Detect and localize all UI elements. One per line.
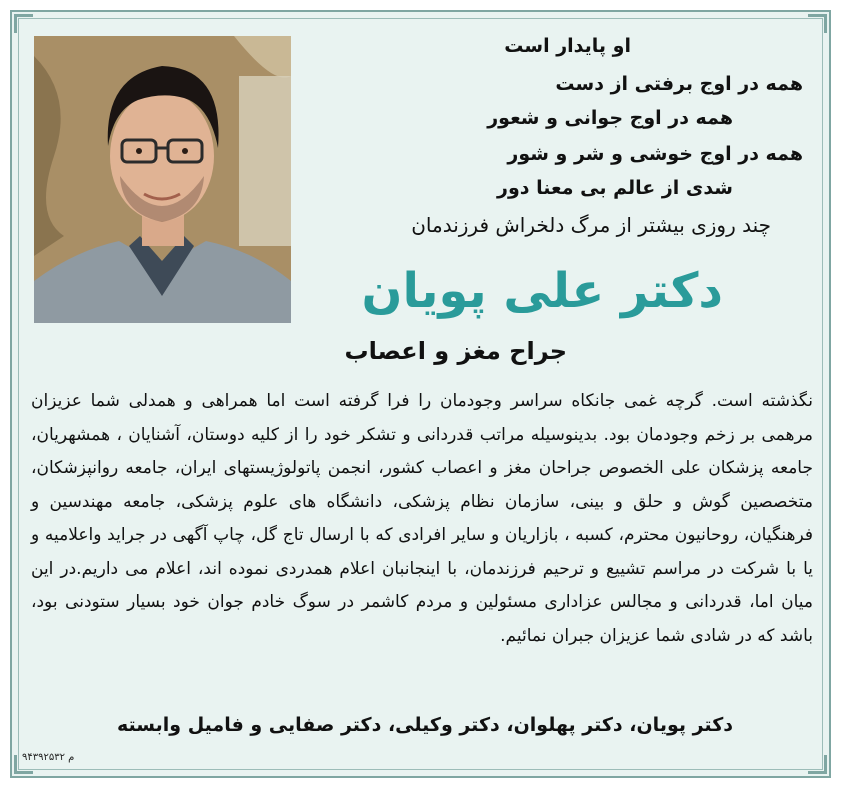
poem-line: او پایدار است <box>504 35 631 57</box>
intro-line: چند روزی بیشتر از مرگ دلخراش فرزندمان <box>411 213 771 237</box>
deceased-name: دکتر علی پویان <box>361 263 723 319</box>
profession-title: جراح مغز و اعصاب <box>344 337 567 365</box>
poem-line: شدی از عالم بی معنا دور <box>497 177 733 199</box>
poem-line: همه در اوج جوانی و شعور <box>487 107 733 129</box>
signature-line: دکتر پویان، دکتر پهلوان، دکتر وکیلی، دکتر صفایی و فامیل وابسته <box>117 714 733 736</box>
corner-ornament <box>14 14 33 33</box>
corner-ornament <box>808 755 827 774</box>
poem-line: همه در اوج خوشی و شر و شور <box>507 143 803 165</box>
portrait-photo <box>34 36 291 323</box>
ad-code: م ۹۴۳۹۲۵۳۲ <box>22 752 75 763</box>
corner-ornament <box>808 14 827 33</box>
notice-body: نگذشته است. گرچه غمی جانکاه سراسر وجودمان را فرا گرفته است اما همراهی و همدلی شما عزیزان مرهمی بر زخم وجودمان بود. بدینوسیله مراتب قدردانی و تشکر خود را از کلیه دوستان، آشنایان ، همشهریان، جامعه پزشکان علی الخصوص جراحان مغز و اعصاب کشور، انجمن پاتولوژیستهای ایران، جامعه روانپزشکان، متخصصین گوش و حلق و بینی، سازمان نظام پزشکی، دانشگاه های علوم پزشکی، جامعه مهندسین و فرهنگیان، روحانیون محترم، کسبه ، بازاریان و سایر افرادی که با ارسال تاج گل، چاپ آگهی در جراید واعلامیه و یا با شرکت در مراسم تشییع و ترحیم فرزندمان، با اینجانبان اعلام همدردی نموده اند، اعلام می داریم.در این میان اما، قدردانی و مجالس عزاداری مسئولین و مردم کاشمر در سوگ خادم جوان خود بسیار ستودنی بود، باشد که در شادی شما عزیزان جبران نمائیم. <box>31 391 813 646</box>
poem-line: همه در اوج برفتی از دست <box>555 73 803 95</box>
